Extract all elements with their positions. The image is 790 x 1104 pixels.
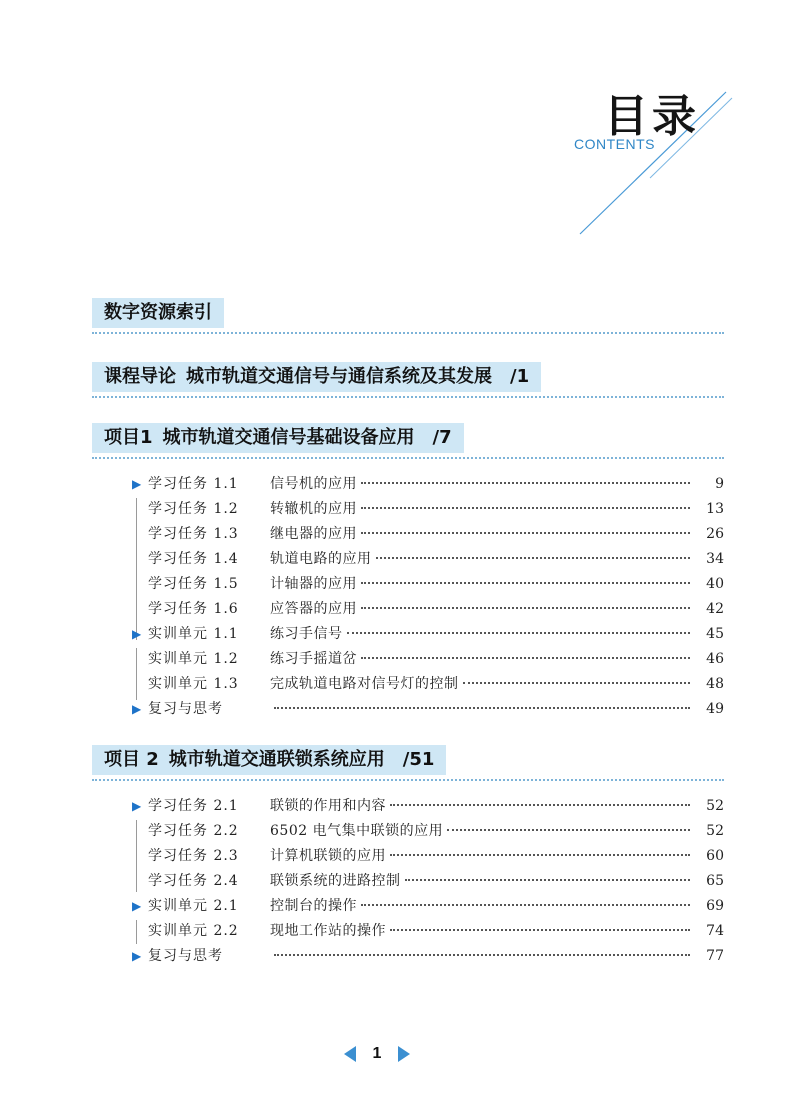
entry-title: 联锁系统的进路控制 <box>270 873 401 889</box>
entry-title: 完成轨道电路对信号灯的控制 <box>270 676 459 692</box>
toc-entry[interactable] <box>132 945 724 967</box>
toc-entry[interactable] <box>132 845 724 867</box>
dot-leader <box>361 532 690 534</box>
entry-title: 6502 电气集中联锁的应用 <box>270 823 444 839</box>
toc-entry[interactable] <box>132 623 724 645</box>
section-title: 城市轨道交通联锁系统应用 <box>168 749 385 770</box>
entry-page: 48 <box>706 676 724 692</box>
dot-leader <box>463 682 691 684</box>
entry-title: 控制台的操作 <box>270 898 357 914</box>
toc-entry[interactable] <box>132 523 724 545</box>
entry-title: 联锁的作用和内容 <box>270 798 386 814</box>
section-divider <box>92 332 724 334</box>
toc-entry[interactable] <box>132 648 724 670</box>
section-course-intro[interactable] <box>92 362 541 392</box>
entry-page: 13 <box>706 501 724 517</box>
entry-title: 练习手摇道岔 <box>270 651 357 667</box>
entry-label: 学习任务 1.3 <box>148 526 239 542</box>
entry-label: 复习与思考 <box>148 701 223 717</box>
toc-entry[interactable] <box>132 548 724 570</box>
entry-page: 60 <box>706 848 724 864</box>
entry-label: 学习任务 2.2 <box>148 823 239 839</box>
entry-page: 69 <box>706 898 724 914</box>
dot-leader <box>347 632 691 634</box>
entry-label: 学习任务 1.5 <box>148 576 239 592</box>
section-divider <box>92 457 724 459</box>
dot-leader <box>447 829 690 831</box>
entry-page: 46 <box>706 651 724 667</box>
dot-leader <box>361 904 690 906</box>
entry-page: 45 <box>706 626 724 642</box>
entry-label: 复习与思考 <box>148 948 223 964</box>
dot-leader <box>405 879 691 881</box>
section-page: /51 <box>402 749 435 770</box>
entry-page: 65 <box>706 873 724 889</box>
page-footer <box>344 1042 410 1066</box>
page-subtitle: CONTENTS <box>574 136 655 152</box>
toc-entry[interactable] <box>132 820 724 842</box>
triangle-marker-icon: ▶ <box>132 799 142 813</box>
triangle-marker-icon: ▶ <box>132 627 142 641</box>
dot-leader <box>361 582 690 584</box>
toc-entry[interactable] <box>132 473 724 495</box>
entry-page: 74 <box>706 923 724 939</box>
entry-title: 计算机联锁的应用 <box>270 848 386 864</box>
entry-page: 77 <box>706 948 724 964</box>
entry-label: 实训单元 1.2 <box>148 651 239 667</box>
section-project-1[interactable] <box>92 423 464 453</box>
entry-page: 40 <box>706 576 724 592</box>
toc-entry[interactable] <box>132 698 724 720</box>
triangle-marker-icon: ▶ <box>132 702 142 716</box>
entry-title: 现地工作站的操作 <box>270 923 386 939</box>
entry-title: 转辙机的应用 <box>270 501 357 517</box>
entry-page: 26 <box>706 526 724 542</box>
entry-page: 42 <box>706 601 724 617</box>
entry-title: 练习手信号 <box>270 626 343 642</box>
entry-label: 学习任务 1.2 <box>148 501 239 517</box>
section-divider <box>92 396 724 398</box>
entry-page: 52 <box>706 798 724 814</box>
triangle-right-icon <box>398 1046 410 1062</box>
section-digital-resources[interactable] <box>92 298 224 328</box>
section-title: 城市轨道交通信号基础设备应用 <box>162 427 415 448</box>
entry-title: 轨道电路的应用 <box>270 551 372 567</box>
entry-page: 9 <box>715 476 724 492</box>
triangle-marker-icon: ▶ <box>132 477 142 491</box>
entry-label: 实训单元 1.3 <box>148 676 239 692</box>
dot-leader <box>274 707 690 709</box>
entry-title: 应答器的应用 <box>270 601 357 617</box>
entry-label: 学习任务 1.6 <box>148 601 239 617</box>
triangle-marker-icon: ▶ <box>132 949 142 963</box>
entry-label: 学习任务 2.3 <box>148 848 239 864</box>
dot-leader <box>390 854 690 856</box>
toc-entry[interactable] <box>132 598 724 620</box>
entry-title: 计轴器的应用 <box>270 576 357 592</box>
section-label: 项目1 <box>104 427 153 448</box>
entry-page: 49 <box>706 701 724 717</box>
toc-entry[interactable] <box>132 673 724 695</box>
toc-entry[interactable] <box>132 498 724 520</box>
section-page: /1 <box>510 366 530 387</box>
dot-leader <box>361 507 690 509</box>
entry-label: 实训单元 2.1 <box>148 898 239 914</box>
section-label: 课程导论 <box>104 366 176 387</box>
page-title: 目录 <box>604 91 700 142</box>
entry-page: 52 <box>706 823 724 839</box>
dot-leader <box>376 557 691 559</box>
dot-leader <box>390 804 690 806</box>
dot-leader <box>361 657 690 659</box>
toc-entry[interactable] <box>132 895 724 917</box>
section-project-2[interactable] <box>92 745 446 775</box>
dot-leader <box>361 482 690 484</box>
toc-entry[interactable] <box>132 573 724 595</box>
dot-leader <box>274 954 690 956</box>
entry-label: 学习任务 2.4 <box>148 873 239 889</box>
section-page: /7 <box>432 427 452 448</box>
toc-entry[interactable] <box>132 920 724 942</box>
entry-page: 34 <box>706 551 724 567</box>
entry-label: 学习任务 1.1 <box>148 476 239 492</box>
entry-title: 信号机的应用 <box>270 476 357 492</box>
entry-title: 继电器的应用 <box>270 526 357 542</box>
entry-label: 实训单元 2.2 <box>148 923 239 939</box>
triangle-left-icon <box>344 1046 356 1062</box>
page-number: 1 <box>372 1045 382 1062</box>
section-title: 城市轨道交通信号与通信系统及其发展 <box>186 366 492 387</box>
toc-entry[interactable] <box>132 795 724 817</box>
section-label: 项目 2 <box>104 749 159 770</box>
dot-leader <box>390 929 690 931</box>
toc-entry[interactable] <box>132 870 724 892</box>
section-label: 数字资源索引 <box>104 302 212 323</box>
dot-leader <box>361 607 690 609</box>
entry-label: 实训单元 1.1 <box>148 626 239 642</box>
section-divider <box>92 779 724 781</box>
triangle-marker-icon: ▶ <box>132 899 142 913</box>
entry-label: 学习任务 1.4 <box>148 551 239 567</box>
entry-label: 学习任务 2.1 <box>148 798 239 814</box>
